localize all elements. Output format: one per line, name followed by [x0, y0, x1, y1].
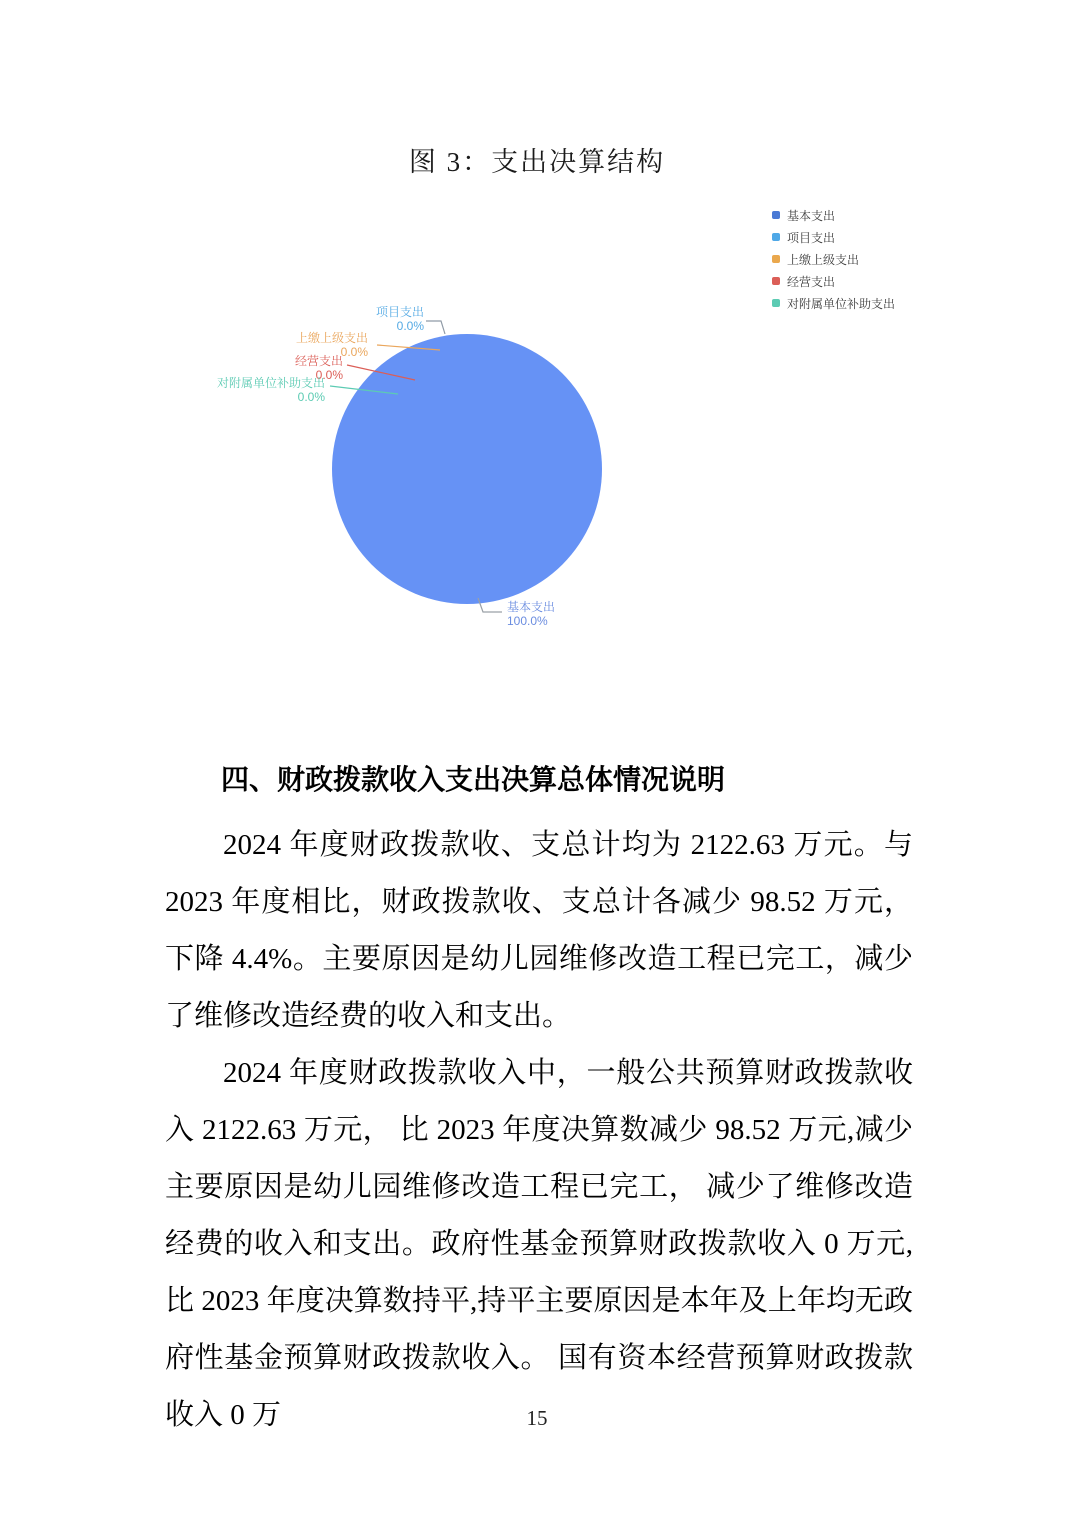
legend-label: 上缴上级支出 [787, 252, 860, 267]
callout-fushu-danwei-buzhu-zhichu [217, 376, 325, 404]
callout-label: 上缴上级支出 [295, 331, 368, 345]
legend-item [772, 292, 895, 314]
leader-line-xiangmu [426, 321, 445, 334]
legend-swatch-jingying [772, 277, 780, 285]
legend-label: 经营支出 [787, 274, 836, 289]
body-text [165, 817, 913, 1444]
legend-label: 项目支出 [787, 230, 836, 245]
legend-swatch-xiangmu [772, 233, 780, 241]
legend-swatch-fushu [772, 299, 780, 307]
callout-value: 0.0% [297, 390, 325, 404]
callout-value: 0.0% [340, 345, 368, 359]
legend-swatch-jiben [772, 211, 780, 219]
legend-item [772, 270, 895, 292]
callout-label: 经营支出 [294, 354, 343, 368]
legend-swatch-shangjiao [772, 255, 780, 263]
legend-label: 对附属单位补助支出 [787, 296, 896, 311]
legend-item [772, 248, 895, 270]
paragraph-2: 2024 年度财政拨款收入中，一般公共预算财政拨款收入 2122.63 万元， 比 2023 年度决算数减少 98.52 万元,减少主要原因是幼儿园维修改造工程已完工， 减少了维修改造经费的收入和支出。政府性基金预算财政拨款收入 0 万元,比 2023 年度决算数持平,持平主要原因是本年及上年均无政府性基金预算财政拨款收入。 国有资本经营预算财政拨款收入 0 万 [165, 1057, 913, 1431]
legend-item [772, 226, 895, 248]
section-heading: 四、财政拨款收入支出决算总体情况说明 [221, 764, 726, 795]
callout-label: 基本支出 [507, 600, 556, 614]
figure-title: 图 3：支出决算结构 [408, 147, 666, 177]
legend-label: 基本支出 [787, 208, 836, 223]
pie-chart [0, 190, 1074, 660]
callout-value: 100.0% [507, 614, 548, 628]
legend-item [772, 204, 895, 226]
callout-jiben-zhichu [507, 600, 555, 628]
callout-xiangmu-zhichu [376, 305, 424, 333]
pie-slice-jiben-zhichu [332, 334, 602, 604]
callout-label: 项目支出 [375, 305, 424, 319]
paragraph-1: 2024 年度财政拨款收、支总计均为 2122.63 万元。与 2023 年度相比，财政拨款收、支总计各减少 98.52 万元，下降 4.4%。主要原因是幼儿园维修改造工程已完工，减少了维修改造经费的收入和支出。 [165, 829, 913, 1032]
callout-label: 对附属单位补助支出 [216, 376, 325, 390]
callout-value: 0.0% [396, 319, 424, 333]
chart-legend [772, 204, 895, 314]
callout-value: 0.0% [315, 368, 343, 382]
page-number: 15 [526, 1406, 548, 1430]
